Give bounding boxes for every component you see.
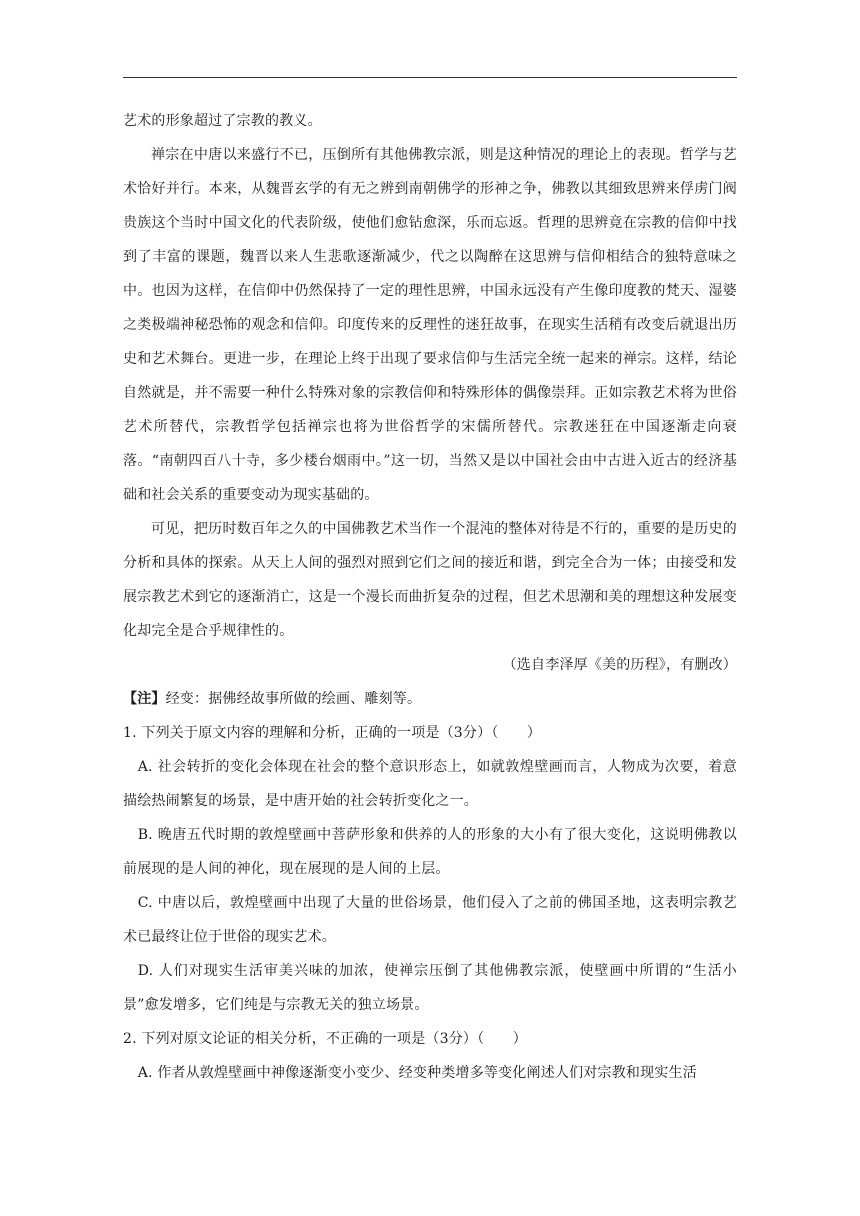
question-option-b: B. 晚唐五代时期的敦煌壁画中菩萨形象和供养的人的形象的大小有了很大变化，这说明佛教以前展现的是人间的神化，现在展现的是人间的上层。 (123, 827, 737, 877)
question-option-d: D. 人们对现实生活审美兴味的加浓，使禅宗压倒了其他佛教宗派，使壁画中所谓的“生活小景”愈发增多，它们纯是与宗教无关的独立场景。 (123, 963, 737, 1013)
source-citation: （选自李泽厚《美的历程》，有删改） (502, 657, 737, 673)
question-stem: 2. 下列对原文论证的相关分析，不正确的一项是（3分）（ ） (123, 1031, 527, 1047)
continuation-line: 艺术的形象超过了宗教的教义。 (123, 113, 322, 129)
header-rule (123, 77, 737, 78)
body-paragraph: 可见，把历时数百年之久的中国佛教艺术当作一个混沌的整体对待是不行的，重要的是历史的分析和具体的探索。从天上人间的强烈对照到它们之间的接近和谐，到完全合为一体；由接受和发展宗教艺术到它的逐渐消亡，这是一个漫长而曲折复杂的过程，但艺术思潮和美的理想这种发展变化却完全是合乎规律性的。 (123, 521, 737, 639)
question-option-c: C. 中唐以后，敦煌壁画中出现了大量的世俗场景，他们侵入了之前的佛国圣地，这表明宗教艺术已最终让位于世俗的现实艺术。 (123, 895, 737, 945)
question-option-a: A. 作者从敦煌壁画中神像逐渐变小变少、经变种类增多等变化阐述人们对宗教和现实生活 (137, 1065, 697, 1081)
note-label: 【注】 (123, 691, 166, 707)
document-body (123, 104, 737, 1090)
body-paragraph: 禅宗在中唐以来盛行不已，压倒所有其他佛教宗派，则是这种情况的理论上的表现。哲学与艺术恰好并行。本来，从魏晋玄学的有无之辨到南朝佛学的形神之争，佛教以其细致思辨来俘虏门阀贵族这个当时中国文化的代表阶级，使他们愈钻愈深，乐而忘返。哲理的思辨竟在宗教的信仰中找到了丰富的课题，魏晋以来人生悲歌逐渐减少，代之以陶醉在这思辨与信仰相结合的独特意味之中。也因为这样，在信仰中仍然保持了一定的理性思辨，中国永远没有产生像印度教的梵天、湿婆之类极端神秘恐怖的观念和信仰。印度传来的反理性的迷狂故事，在现实生活稍有改变后就退出历史和艺术舞台。更进一步，在理论上终于出现了要求信仰与生活完全统一起来的禅宗。这样，结论自然就是，并不需要一种什么特殊对象的宗教信仰和特殊形体的偶像崇拜。正如宗教艺术将为世俗艺术所替代，宗教哲学包括禅宗也将为世俗哲学的宋儒所替代。宗教迷狂在中国逐渐走向衰落。“南朝四百八十寺，多少楼台烟雨中。”这一切，当然又是以中国社会由中古进入近古的经济基础和社会关系的重要变动为现实基础的。 (123, 147, 737, 503)
note-text: 经变：据佛经故事所做的绘画、雕刻等。 (165, 691, 422, 707)
question-stem: 1. 下列关于原文内容的理解和分析，正确的一项是（3分）（ ） (123, 725, 542, 741)
note (123, 682, 737, 716)
question-option-a: A. 社会转折的变化会体现在社会的整个意识形态上，如就敦煌壁画而言，人物成为次要，着意描绘热闹繁复的场景，是中唐开始的社会转折变化之一。 (123, 759, 737, 809)
